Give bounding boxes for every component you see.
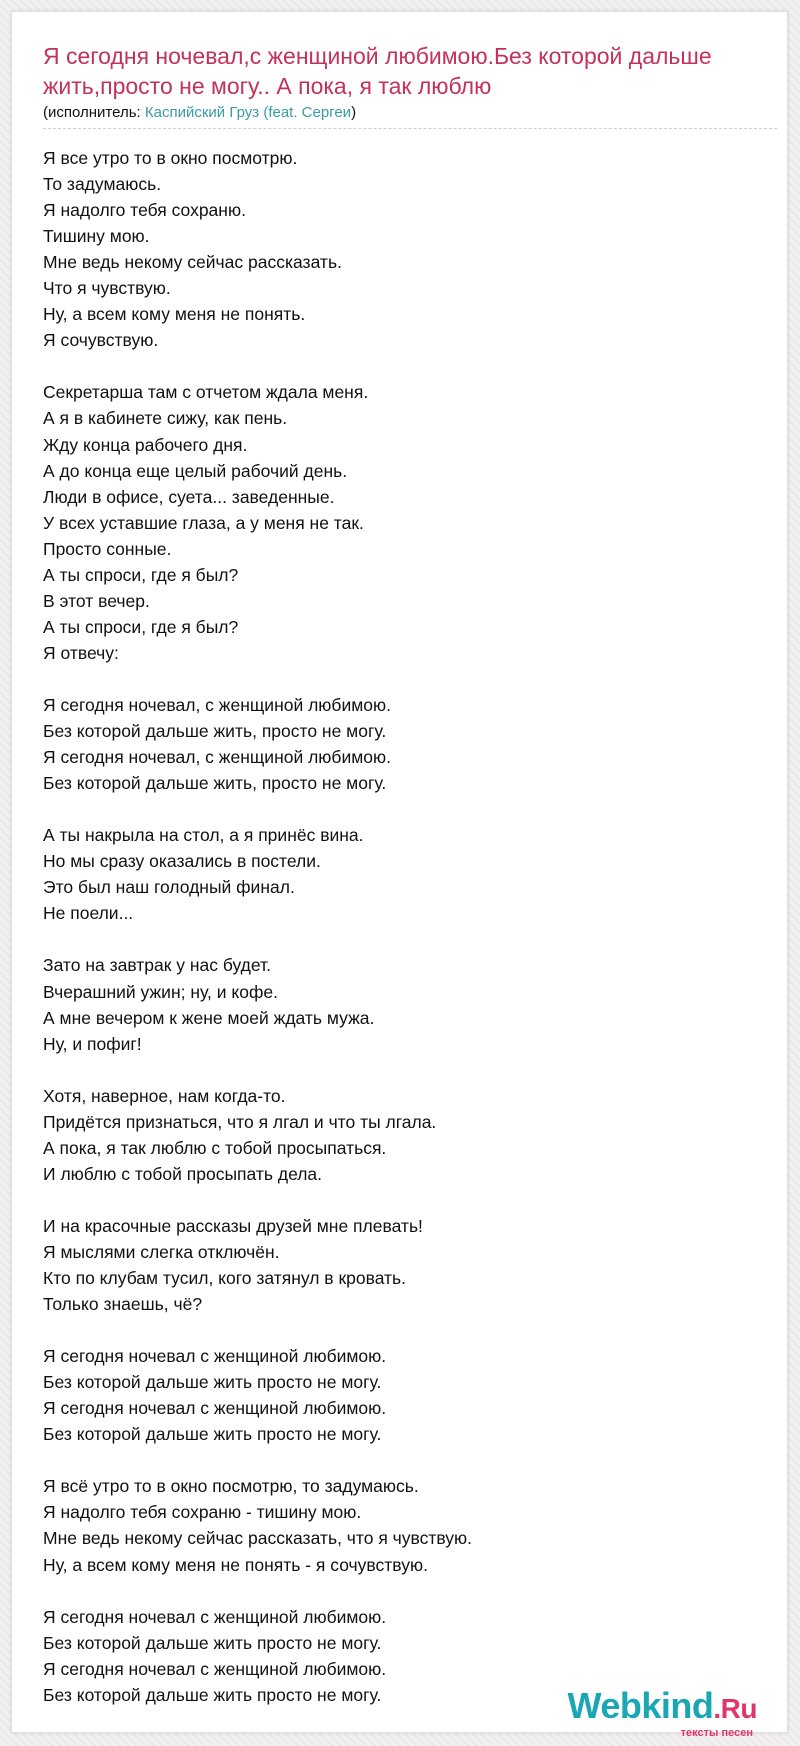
lyric-line: Я сегодня ночевал, с женщиной любимою. [43,694,391,715]
lyric-line: Я мыслями слегка отключён. [43,1241,280,1262]
lyric-line: У всех уставшие глаза, а у меня не так. [43,512,364,533]
lyrics-stanza [43,1343,773,1447]
lyric-line: Я сегодня ночевал, с женщиной любимою. [43,747,391,768]
lyrics-stanza [43,379,773,666]
lyrics-stanza [43,1473,773,1577]
lyric-line: Я сегодня ночевал с женщиной любимою. [43,1398,387,1419]
lyric-line: Я сегодня ночевал с женщиной любимою. [43,1346,387,1367]
lyric-line: И на красочные рассказы друзей мне плевать! [43,1215,423,1236]
lyric-line: Я сегодня ночевал с женщиной любимою. [43,1658,387,1679]
lyric-line: Вчерашний ужин; ну, и кофе. [43,981,278,1002]
lyric-line: В этот вечер. [43,590,150,611]
byline-prefix: (исполнитель: [43,104,145,121]
byline-suffix: ) [351,104,357,121]
lyric-line: Без которой дальше жить, просто не могу. [43,773,387,794]
lyric-line: Хотя, наверное, нам когда-то. [43,1085,286,1106]
lyric-line: Без которой дальше жить просто не могу. [43,1684,382,1705]
logo-tagline: тексты песен [680,1727,753,1739]
lyrics-stanza [43,952,773,1056]
lyric-line: Жду конца рабочего дня. [43,434,248,455]
lyric-line: Я всё утро то в окно посмотрю, то задумаюсь. [43,1476,419,1497]
lyric-line: Люди в офисе, суета... заведенные. [43,486,335,507]
lyrics-stanza [43,1083,773,1187]
lyric-line: Секретарша там с отчетом ждала меня. [43,382,369,403]
lyric-line: Без которой дальше жить, просто не могу. [43,721,387,742]
lyric-line: Я сочувствую. [43,330,159,351]
lyric-line: Я надолго тебя сохраню - тишину мою. [43,1502,362,1523]
lyric-line: Я отвечу: [43,642,119,663]
artist-byline [43,103,356,123]
lyric-line: Ну, и пофиг! [43,1033,142,1054]
lyrics-stanza [43,145,773,353]
lyrics-stanza [43,1213,773,1317]
lyric-line: А до конца еще целый рабочий день. [43,460,348,481]
lyric-line: А ты спроси, где я был? [43,564,239,585]
lyric-line: А ты спроси, где я был? [43,616,239,637]
logo-wordmark [567,1685,757,1727]
song-title: Я сегодня ночевал,с женщиной любимою.Без которой дальше жить,просто не могу.. А пока, я так люблю [43,43,712,99]
logo-tld: .Ru [713,1693,757,1724]
page-card [11,11,788,1739]
lyric-line: Ну, а всем кому меня не понять. [43,304,306,325]
lyrics-stanza [43,692,773,796]
lyric-line: Это был наш голодный финал. [43,877,295,898]
lyric-line: Я надолго тебя сохраню. [43,200,246,221]
lyric-line: И люблю с тобой просыпать дела. [43,1163,323,1184]
artist-link[interactable]: Каспийский Груз (feat. Сергеи [144,104,352,121]
lyric-line: Только знаешь, чё? [43,1294,203,1315]
lyric-line: Без которой дальше жить просто не могу. [43,1424,382,1445]
lyric-line: Придётся признаться, что я лгал и что ты лгала. [43,1111,437,1132]
lyric-line: Не поели... [43,903,134,924]
lyric-line: Я сегодня ночевал с женщиной любимою. [43,1606,387,1627]
lyric-line: А ты накрыла на стол, а я принёс вина. [43,825,364,846]
lyric-line: Зато на завтрак у нас будет. [43,955,271,976]
lyric-line: Просто сонные. [43,538,172,559]
lyric-line: Тишину мою. [43,226,150,247]
lyric-line: Ну, а всем кому меня не понять - я сочувствую. [43,1554,428,1575]
lyric-line: А пока, я так люблю с тобой просыпаться. [43,1137,387,1158]
lyric-line: Но мы сразу оказались в постели. [43,851,321,872]
lyric-line: Мне ведь некому сейчас рассказать. [43,252,342,273]
lyric-line: А я в кабинете сижу, как пень. [43,408,288,429]
lyric-line: Без которой дальше жить просто не могу. [43,1632,382,1653]
lyric-line: Кто по клубам тусил, кого затянул в кровать. [43,1268,407,1289]
lyric-line: Что я чувствую. [43,278,171,299]
site-logo[interactable] [567,1685,757,1739]
lyrics-body [43,145,773,1708]
lyric-line: Я все утро то в окно посмотрю. [43,148,298,168]
lyrics-stanza [43,822,773,926]
lyric-line: А мне вечером к жене моей ждать мужа. [43,1007,375,1028]
lyric-line: Без которой дальше жить просто не могу. [43,1372,382,1393]
lyric-line: То задумаюсь. [43,174,162,195]
title-divider [43,128,777,129]
lyric-line: Мне ведь некому сейчас рассказать, что я чувствую. [43,1528,473,1549]
logo-name: Webkind [567,1685,714,1726]
